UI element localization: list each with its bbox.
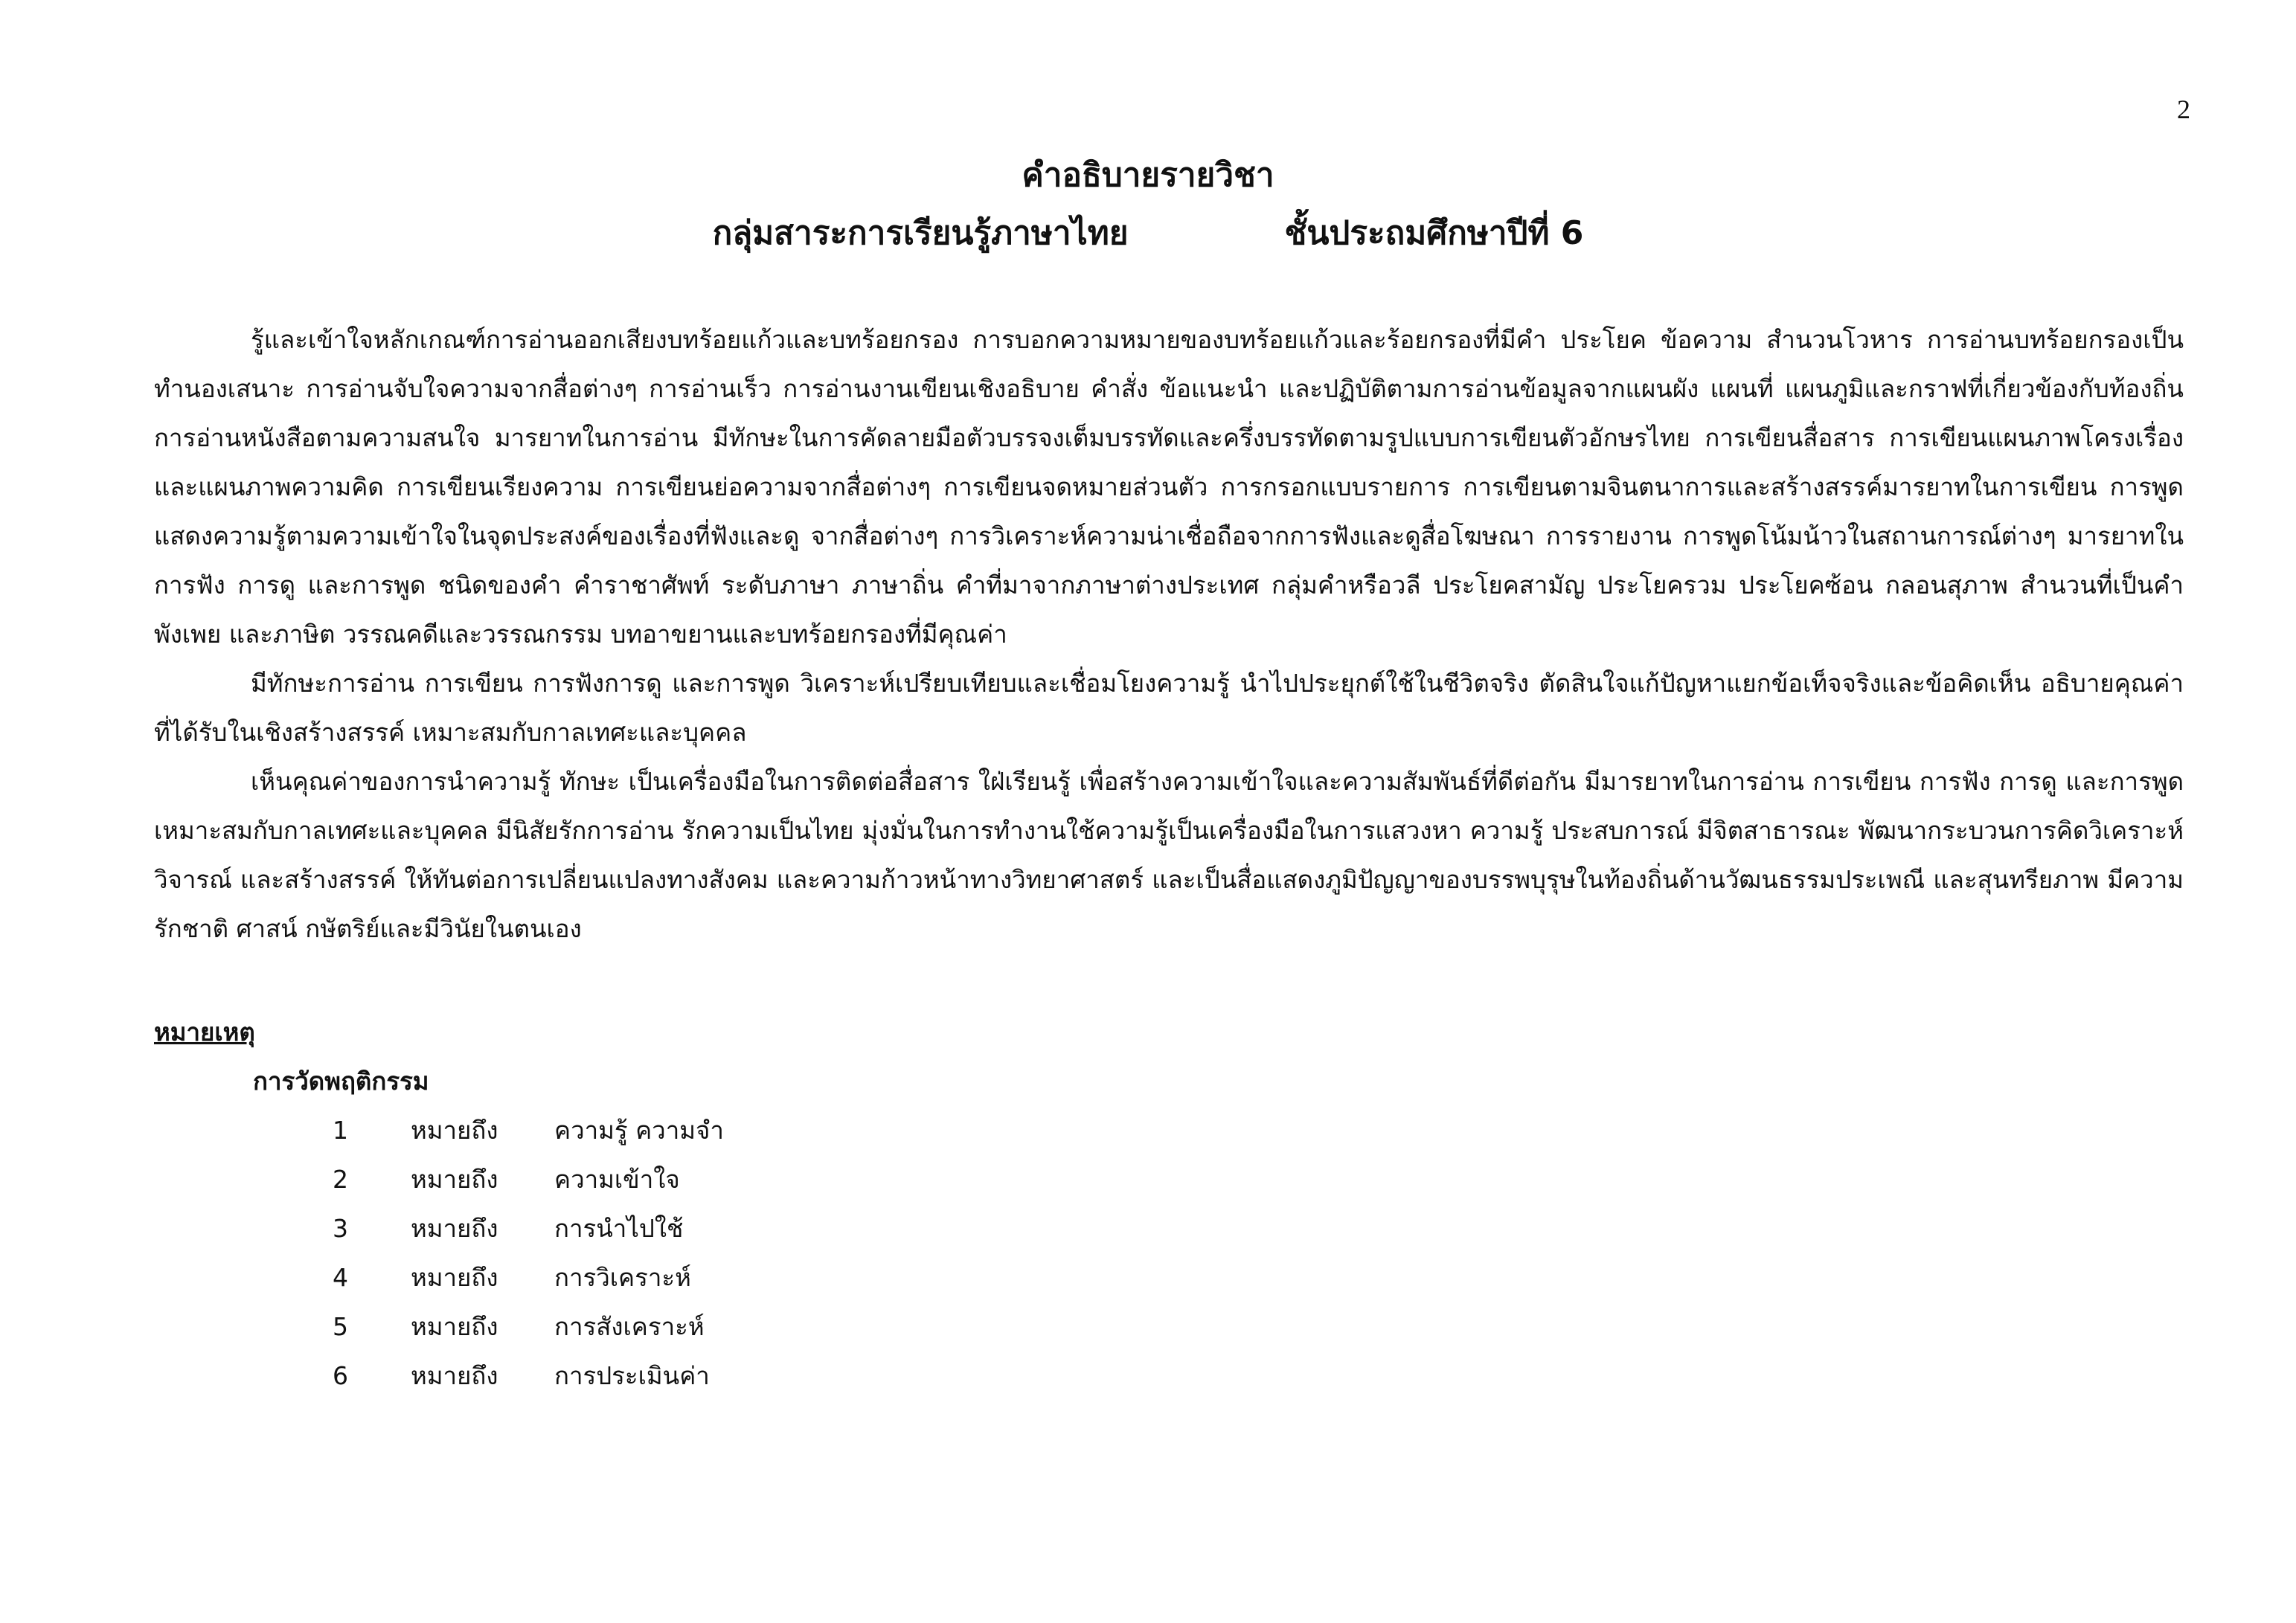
list-item <box>333 1302 724 1352</box>
level-description: การนำไปใช้ <box>554 1214 684 1243</box>
level-means: หมายถึง <box>411 1116 498 1145</box>
level-description: การประเมินค่า <box>554 1361 710 1390</box>
subject-line <box>0 204 2296 263</box>
list-item <box>333 1155 724 1204</box>
level-means: หมายถึง <box>411 1165 498 1194</box>
level-means: หมายถึง <box>411 1214 498 1243</box>
page-number: 2 <box>2177 94 2190 124</box>
list-item <box>333 1106 724 1155</box>
level-description: การวิเคราะห์ <box>554 1263 691 1292</box>
level-description: ความรู้ ความจำ <box>554 1116 724 1145</box>
list-item <box>333 1204 724 1253</box>
level-number: 6 <box>333 1361 348 1390</box>
list-item <box>333 1352 724 1401</box>
level-number: 5 <box>333 1312 348 1341</box>
level-description: ความเข้าใจ <box>554 1165 680 1194</box>
subject-name: กลุ่มสาระการเรียนรู้ภาษาไทย <box>712 214 1129 252</box>
level-means: หมายถึง <box>411 1312 498 1341</box>
level-number: 4 <box>333 1263 348 1292</box>
behavior-measurement-heading: การวัดพฤติกรรม <box>253 1067 429 1096</box>
notes-section <box>154 1008 724 1401</box>
notes-heading: หมายเหตุ <box>154 1018 255 1047</box>
paragraph-attitudes: เห็นคุณค่าของการนำความรู้ ทักษะ เป็นเครื่องมือในการติดต่อสื่อสาร ใฝ่เรียนรู้ เพื่อสร้างความเข้าใจและความสัมพันธ์ที่ดีต่อกัน มีมารยาทในการอ่าน การเขียน การฟัง การดู และการพูด เหมาะสมกับกาลเทศะและบุคคล มีนิสัยรักการอ่าน รักความเป็นไทย มุ่งมั่นในการทำงานใช้ความรู้เป็นเครื่องมือในการแสวงหา ความรู้ ประสบการณ์ มีจิตสาธารณะ พัฒนากระบวนการคิดวิเคราะห์วิจารณ์ และสร้างสรรค์ ให้ทันต่อการเปลี่ยนแปลงทางสังคม และความก้าวหน้าทางวิทยาศาสตร์ และเป็นสื่อแสดงภูมิปัญญาของบรรพบุรุษในท้องถิ่นด้านวัฒนธรรมประเพณี และสุนทรียภาพ มีความรักชาติ ศาสน์ กษัตริย์และมีวินัยในตนเอง <box>154 767 2184 943</box>
level-means: หมายถึง <box>411 1263 498 1292</box>
document-title: คำอธิบายรายวิชา <box>1022 156 1274 194</box>
course-description <box>154 315 2184 954</box>
list-item <box>333 1253 724 1302</box>
level-means: หมายถึง <box>411 1361 498 1390</box>
level-description: การสังเคราะห์ <box>554 1312 705 1341</box>
grade-level: ชั้นประถมศึกษาปีที่ 6 <box>1284 214 1584 252</box>
level-number: 3 <box>333 1214 348 1243</box>
title-block <box>0 146 2296 263</box>
level-number: 2 <box>333 1165 348 1194</box>
paragraph-skills: มีทักษะการอ่าน การเขียน การฟังการดู และการพูด วิเคราะห์เปรียบเทียบและเชื่อมโยงความรู้ นำไปประยุกต์ใช้ในชีวิตจริง ตัดสินใจแก้ปัญหาแยกข้อเท็จจริงและข้อคิดเห็น อธิบายคุณค่าที่ได้รับในเชิงสร้างสรรค์ เหมาะสมกับกาลเทศะและบุคคล <box>154 669 2184 747</box>
level-number: 1 <box>333 1116 348 1145</box>
paragraph-knowledge: รู้และเข้าใจหลักเกณฑ์การอ่านออกเสียงบทร้อยแก้วและบทร้อยกรอง การบอกความหมายของบทร้อยแก้วและร้อยกรองที่มีคำ ประโยค ข้อความ สำนวนโวหาร การอ่านบทร้อยกรองเป็นทำนองเสนาะ การอ่านจับใจความจากสื่อต่างๆ การอ่านเร็ว การอ่านงานเขียนเชิงอธิบาย คำสั่ง ข้อแนะนำ และปฏิบัติตามการอ่านข้อมูลจากแผนผัง แผนที่ แผนภูมิและกราฟที่เกี่ยวข้องกับท้องถิ่น การอ่านหนังสือตามความสนใจ มารยาทในการอ่าน มีทักษะในการคัดลายมือตัวบรรจงเต็มบรรทัดและครึ่งบรรทัดตามรูปแบบการเขียนตัวอักษรไทย การเขียนสื่อสาร การเขียนแผนภาพโครงเรื่องและแผนภาพความคิด การเขียนเรียงความ การเขียนย่อความจากสื่อต่างๆ การเขียนจดหมายส่วนตัว การกรอกแบบรายการ การเขียนตามจินตนาการและสร้างสรรค์มารยาทในการเขียน การพูดแสดงความรู้ตามความเข้าใจในจุดประสงค์ของเรื่องที่ฟังและดู จากสื่อต่างๆ การวิเคราะห์ความน่าเชื่อถือจากการฟังและดูสื่อโฆษณา การรายงาน การพูดโน้มน้าวในสถานการณ์ต่างๆ มารยาทในการฟัง การดู และการพูด ชนิดของคำ คำราชาศัพท์ ระดับภาษา ภาษาถิ่น คำที่มาจากภาษาต่างประเทศ กลุ่มคำหรือวลี ประโยคสามัญ ประโยครวม ประโยคซ้อน กลอนสุภาพ สำนวนที่เป็นคำพังเพย และภาษิต วรรณคดีและวรรณกรรม บทอาขยานและบทร้อยกรองที่มีคุณค่า <box>154 325 2184 649</box>
